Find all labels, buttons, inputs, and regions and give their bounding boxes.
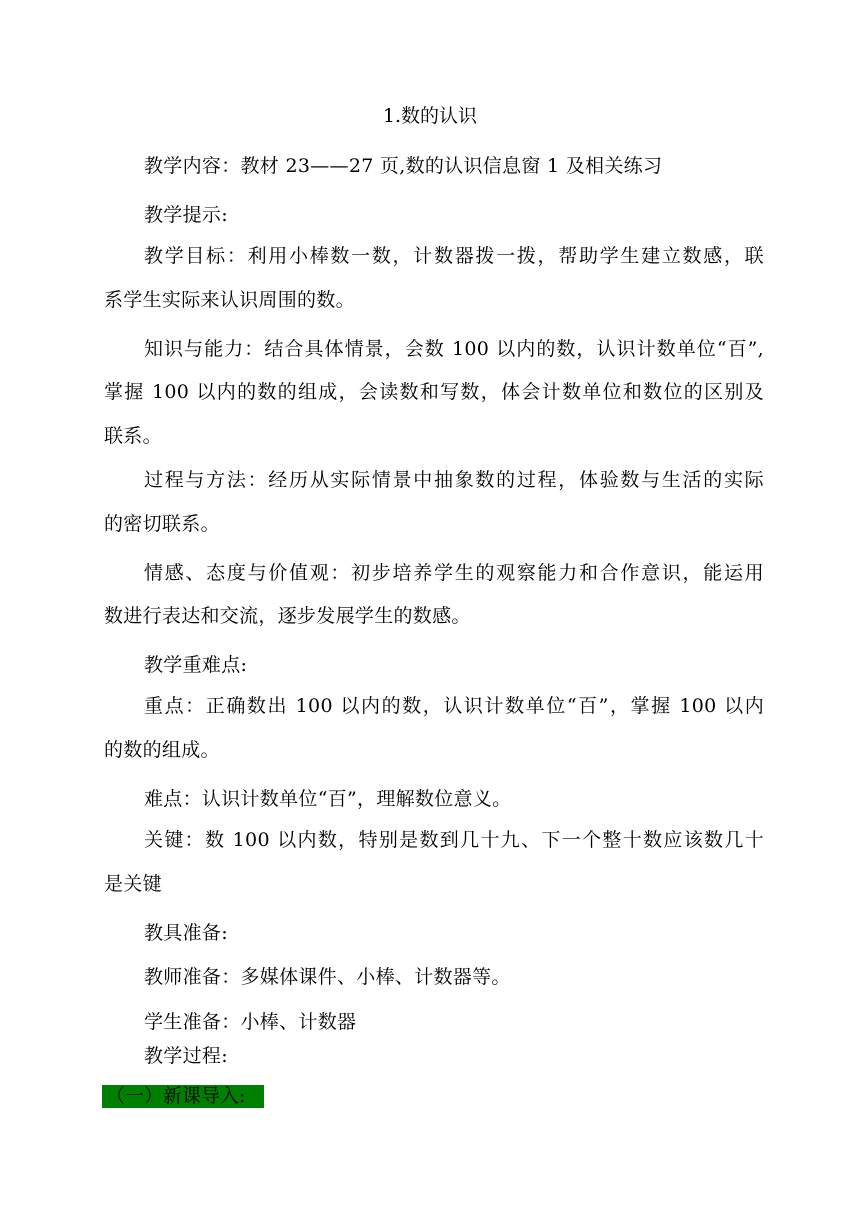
paragraph-teaching-aids: 教具准备:	[144, 922, 228, 944]
paragraph-key-cont: 是关键	[104, 873, 162, 895]
paragraph-key: 关键：数 100 以内数，特别是数到几十九、下一个整十数应该数几十	[144, 829, 764, 851]
paragraph-teacher-prep: 教师准备：多媒体课件、小棒、计数器等。	[144, 966, 511, 988]
paragraph-key-difficult-points: 教学重难点:	[144, 654, 248, 676]
paragraph-knowledge-ability-cont: 掌握 100 以内的数的组成，会读数和写数，体会计数单位和数位的区别及	[104, 381, 764, 403]
paragraph-teaching-goals-cont: 系学生实际来认识周围的数。	[104, 289, 355, 311]
paragraph-difficult-point: 难点：认识计数单位“百”，理解数位意义。	[144, 788, 512, 810]
paragraph-knowledge-ability-end: 联系。	[104, 425, 162, 447]
paragraph-emotion-values-cont: 数进行表达和交流，逐步发展学生的数感。	[104, 605, 471, 627]
paragraph-student-prep: 学生准备：小棒、计数器	[144, 1011, 357, 1033]
paragraph-teaching-content: 教学内容：教材 23——27 页,数的认识信息窗 1 及相关练习	[144, 155, 663, 177]
paragraph-teaching-process: 教学过程:	[144, 1045, 228, 1067]
paragraph-key-point-cont: 的数的组成。	[104, 739, 220, 761]
paragraph-key-point: 重点：正确数出 100 以内的数，认识计数单位“百”，掌握 100 以内	[144, 695, 764, 717]
section-heading: （一）新课导入:	[106, 1085, 246, 1107]
document-title: 1.数的认识	[382, 105, 478, 127]
paragraph-teaching-goals: 教学目标：利用小棒数一数，计数器拨一拨，帮助学生建立数感，联	[144, 245, 764, 267]
section-heading-highlight	[102, 1085, 264, 1108]
paragraph-process-method: 过程与方法：经历从实际情景中抽象数的过程，体验数与生活的实际	[144, 469, 764, 491]
paragraph-process-method-cont: 的密切联系。	[104, 513, 220, 535]
paragraph-teaching-tips: 教学提示:	[144, 204, 228, 226]
paragraph-knowledge-ability: 知识与能力：结合具体情景，会数 100 以内的数，认识计数单位“百”,	[144, 338, 764, 360]
paragraph-emotion-values: 情感、态度与价值观：初步培养学生的观察能力和合作意识，能运用	[144, 562, 764, 584]
